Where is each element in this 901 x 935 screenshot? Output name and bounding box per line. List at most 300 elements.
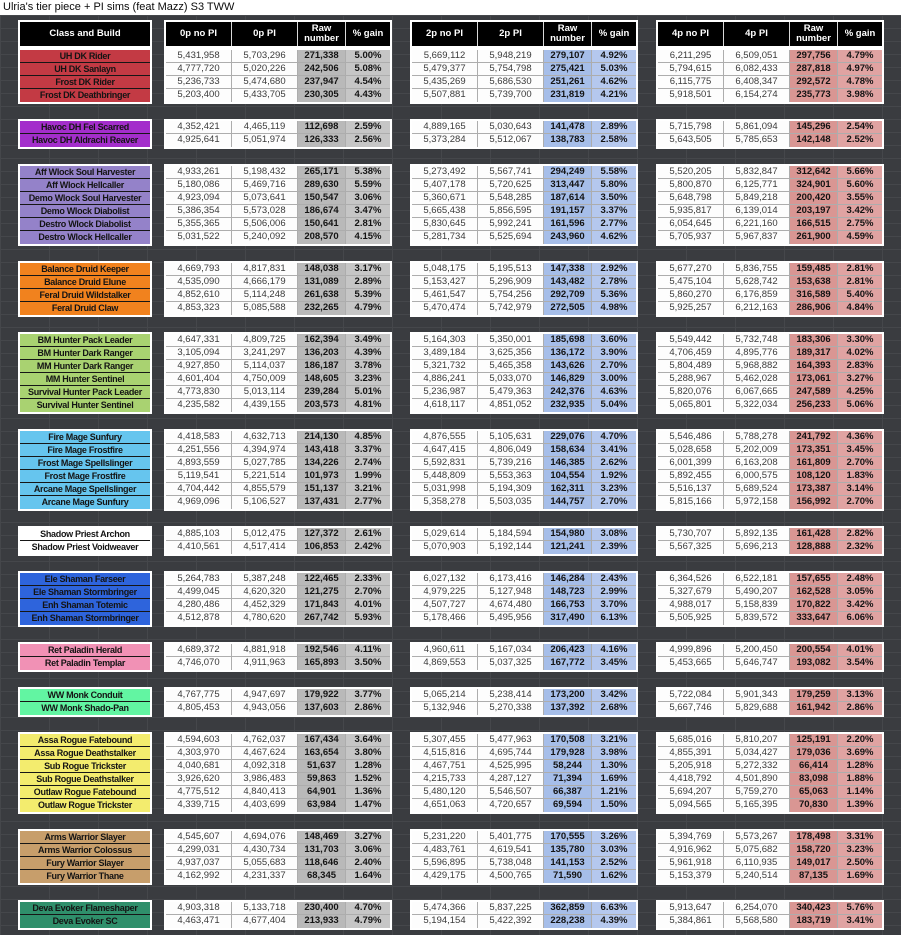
class-group-mage [18, 429, 901, 511]
gain-cell: 4.78% [838, 76, 882, 89]
gain-cell: 2.70% [838, 496, 882, 509]
gain-cell: 5.93% [346, 612, 390, 625]
gain-cell: 1.88% [838, 773, 882, 786]
value-cell: 4,467,624 [232, 747, 298, 760]
value-cell: 5,479,363 [478, 386, 544, 399]
data-block-0p [164, 526, 392, 556]
data-block-0p [164, 429, 392, 511]
value-cell: 5,240,514 [724, 870, 790, 883]
gain-cell: 3.23% [346, 373, 390, 386]
raw-number-cell: 158,720 [790, 844, 838, 857]
raw-number-cell: 161,596 [544, 218, 592, 231]
value-cell: 5,739,216 [478, 457, 544, 470]
gain-cell: 6.06% [838, 612, 882, 625]
value-cell: 5,856,595 [478, 205, 544, 218]
gain-cell: 5.08% [346, 63, 390, 76]
col-header-2p-no-pi: 2p no PI [412, 22, 478, 46]
value-cell: 5,153,427 [412, 276, 478, 289]
gain-cell: 4.62% [592, 231, 636, 244]
gain-cell: 4.21% [592, 89, 636, 102]
value-cell: 5,327,679 [658, 586, 724, 599]
value-cell: 4,666,179 [232, 276, 298, 289]
raw-number-cell: 51,637 [298, 760, 346, 773]
value-cell: 5,968,882 [724, 360, 790, 373]
raw-number-cell: 63,984 [298, 799, 346, 812]
gain-cell: 1.52% [346, 773, 390, 786]
data-block-0p [164, 732, 392, 814]
raw-number-cell: 173,200 [544, 689, 592, 702]
gain-cell: 2.81% [838, 276, 882, 289]
raw-number-cell: 200,420 [790, 192, 838, 205]
build-name-column [18, 829, 152, 885]
raw-number-cell: 232,935 [544, 399, 592, 412]
gain-cell: 2.70% [592, 496, 636, 509]
class-group-demon-hunter [18, 119, 901, 149]
value-cell: 6,522,181 [724, 573, 790, 586]
value-cell: 5,573,267 [724, 831, 790, 844]
data-block-4p [656, 687, 884, 717]
value-cell: 4,775,512 [166, 786, 232, 799]
value-cell: 4,287,127 [478, 773, 544, 786]
value-cell: 6,211,295 [658, 50, 724, 63]
value-cell: 5,373,284 [412, 134, 478, 147]
value-cell: 5,475,104 [658, 276, 724, 289]
gain-cell: 3.21% [592, 734, 636, 747]
build-name-column [18, 526, 152, 556]
raw-number-cell: 134,226 [298, 457, 346, 470]
raw-number-cell: 137,392 [544, 702, 592, 715]
gain-cell: 5.03% [592, 63, 636, 76]
value-cell: 5,422,392 [478, 915, 544, 928]
value-cell: 4,767,775 [166, 689, 232, 702]
raw-number-cell: 231,819 [544, 89, 592, 102]
gain-cell: 3.90% [592, 347, 636, 360]
build-name-cell: Feral Druid Wildstalker [20, 289, 150, 302]
value-cell: 3,625,356 [478, 347, 544, 360]
raw-number-cell: 147,338 [544, 263, 592, 276]
value-cell: 4,403,699 [232, 799, 298, 812]
raw-number-cell: 312,642 [790, 166, 838, 179]
data-block-0p [164, 261, 392, 317]
gain-cell: 5.01% [346, 386, 390, 399]
value-cell: 5,892,455 [658, 470, 724, 483]
data-block-4p [656, 642, 884, 672]
value-cell: 4,911,963 [232, 657, 298, 670]
class-group-paladin [18, 642, 901, 672]
value-cell: 5,512,067 [478, 134, 544, 147]
data-block-0p [164, 571, 392, 627]
raw-number-cell: 128,888 [790, 541, 838, 554]
value-cell: 4,517,414 [232, 541, 298, 554]
class-group-warrior [18, 829, 901, 885]
col-header-4p-pi: 4p PI [724, 22, 790, 46]
gain-cell: 3.23% [838, 844, 882, 857]
gain-cell: 3.60% [592, 334, 636, 347]
gain-cell: 2.48% [838, 573, 882, 586]
gain-cell: 2.62% [592, 457, 636, 470]
class-group-hunter [18, 332, 901, 414]
gain-cell: 2.92% [592, 263, 636, 276]
value-cell: 4,251,556 [166, 444, 232, 457]
value-cell: 4,925,641 [166, 134, 232, 147]
gain-cell: 4.92% [592, 50, 636, 63]
gain-cell: 4.84% [838, 302, 882, 315]
value-cell: 5,048,175 [412, 263, 478, 276]
value-cell: 5,272,332 [724, 760, 790, 773]
raw-number-cell: 161,428 [790, 528, 838, 541]
data-block-2p [410, 429, 638, 511]
value-cell: 5,240,092 [232, 231, 298, 244]
value-cell: 5,027,785 [232, 457, 298, 470]
value-cell: 4,669,793 [166, 263, 232, 276]
gain-cell: 5.66% [838, 166, 882, 179]
raw-number-cell: 179,928 [544, 747, 592, 760]
gain-cell: 2.74% [346, 457, 390, 470]
value-cell: 5,431,958 [166, 50, 232, 63]
value-cell: 4,969,096 [166, 496, 232, 509]
gain-cell: 2.39% [592, 541, 636, 554]
value-cell: 4,817,831 [232, 263, 298, 276]
build-name-cell: UH DK Sanlayn [20, 63, 150, 76]
raw-number-cell: 159,485 [790, 263, 838, 276]
value-cell: 5,236,733 [166, 76, 232, 89]
raw-number-cell: 243,960 [544, 231, 592, 244]
value-cell: 4,746,070 [166, 657, 232, 670]
class-group-druid [18, 261, 901, 317]
gain-cell: 5.59% [346, 179, 390, 192]
value-cell: 4,092,318 [232, 760, 298, 773]
value-cell: 6,408,347 [724, 76, 790, 89]
data-block-0p [164, 687, 392, 717]
value-cell: 5,360,671 [412, 192, 478, 205]
gain-cell: 1.47% [346, 799, 390, 812]
gain-cell: 5.40% [838, 289, 882, 302]
gain-cell: 1.28% [838, 760, 882, 773]
raw-number-cell: 101,973 [298, 470, 346, 483]
raw-number-cell: 173,061 [790, 373, 838, 386]
gain-cell: 3.50% [346, 657, 390, 670]
value-cell: 5,236,987 [412, 386, 478, 399]
raw-number-cell: 178,498 [790, 831, 838, 844]
gain-cell: 3.70% [592, 599, 636, 612]
gain-cell: 2.54% [838, 121, 882, 134]
gain-cell: 5.04% [592, 399, 636, 412]
raw-number-cell: 163,654 [298, 747, 346, 760]
build-name-cell: Outlaw Rogue Trickster [20, 799, 150, 812]
gain-cell: 4.79% [346, 302, 390, 315]
value-cell: 4,394,974 [232, 444, 298, 457]
raw-number-cell: 229,076 [544, 431, 592, 444]
raw-number-cell: 208,570 [298, 231, 346, 244]
value-cell: 5,321,732 [412, 360, 478, 373]
raw-number-cell: 256,233 [790, 399, 838, 412]
gain-cell: 3.47% [346, 205, 390, 218]
raw-number-cell: 154,980 [544, 528, 592, 541]
raw-number-cell: 292,709 [544, 289, 592, 302]
value-cell: 5,754,798 [478, 63, 544, 76]
value-cell: 5,832,847 [724, 166, 790, 179]
gain-cell: 3.41% [838, 915, 882, 928]
value-cell: 5,231,220 [412, 831, 478, 844]
gain-cell: 3.17% [346, 263, 390, 276]
value-cell: 5,837,225 [478, 902, 544, 915]
raw-number-cell: 153,638 [790, 276, 838, 289]
value-cell: 4,040,681 [166, 760, 232, 773]
value-cell: 4,855,579 [232, 483, 298, 496]
data-block-0p [164, 164, 392, 246]
value-cell: 4,937,037 [166, 857, 232, 870]
raw-number-cell: 247,589 [790, 386, 838, 399]
value-cell: 5,685,016 [658, 734, 724, 747]
data-block-4p [656, 829, 884, 885]
raw-number-cell: 131,703 [298, 844, 346, 857]
value-cell: 6,115,775 [658, 76, 724, 89]
value-cell: 4,674,480 [478, 599, 544, 612]
value-cell: 5,288,967 [658, 373, 724, 386]
gain-cell: 2.70% [592, 360, 636, 373]
value-cell: 5,180,086 [166, 179, 232, 192]
gain-cell: 4.15% [346, 231, 390, 244]
gain-cell: 4.59% [838, 231, 882, 244]
raw-number-cell: 186,674 [298, 205, 346, 218]
gain-cell: 4.25% [838, 386, 882, 399]
value-cell: 6,125,771 [724, 179, 790, 192]
gain-cell: 2.50% [838, 857, 882, 870]
gain-cell: 5.36% [592, 289, 636, 302]
data-block-0p [164, 900, 392, 930]
raw-number-cell: 122,465 [298, 573, 346, 586]
value-cell: 4,501,890 [724, 773, 790, 786]
gain-cell: 3.98% [592, 747, 636, 760]
value-cell: 5,495,956 [478, 612, 544, 625]
data-block-2p [410, 571, 638, 627]
value-cell: 4,651,063 [412, 799, 478, 812]
raw-number-cell: 108,120 [790, 470, 838, 483]
raw-number-cell: 186,187 [298, 360, 346, 373]
build-name-column [18, 261, 152, 317]
gain-cell: 3.23% [592, 483, 636, 496]
value-cell: 4,916,962 [658, 844, 724, 857]
data-block-0p [164, 119, 392, 149]
value-cell: 5,913,647 [658, 902, 724, 915]
sheet-title: Ulria's tier piece + PI sims (feat Mazz) S3 TWW [0, 0, 901, 15]
value-cell: 5,205,918 [658, 760, 724, 773]
value-cell: 5,394,769 [658, 831, 724, 844]
value-cell: 5,469,716 [232, 179, 298, 192]
value-cell: 5,119,541 [166, 470, 232, 483]
raw-number-cell: 162,311 [544, 483, 592, 496]
data-block-0p [164, 829, 392, 885]
value-cell: 5,158,839 [724, 599, 790, 612]
value-cell: 5,296,909 [478, 276, 544, 289]
value-cell: 6,000,575 [724, 470, 790, 483]
value-cell: 5,573,028 [232, 205, 298, 218]
raw-number-cell: 127,372 [298, 528, 346, 541]
value-cell: 5,470,474 [412, 302, 478, 315]
raw-number-cell: 241,792 [790, 431, 838, 444]
value-cell: 5,739,700 [478, 89, 544, 102]
raw-number-cell: 316,589 [790, 289, 838, 302]
raw-number-cell: 70,830 [790, 799, 838, 812]
raw-number-cell: 142,148 [790, 134, 838, 147]
raw-number-cell: 161,942 [790, 702, 838, 715]
value-cell: 5,830,645 [412, 218, 478, 231]
value-cell: 5,689,524 [724, 483, 790, 496]
value-cell: 5,643,505 [658, 134, 724, 147]
gain-cell: 2.52% [838, 134, 882, 147]
raw-number-cell: 203,197 [790, 205, 838, 218]
build-name-column [18, 687, 152, 717]
build-name-cell: BM Hunter Dark Ranger [20, 347, 150, 360]
data-block-2p [410, 119, 638, 149]
value-cell: 5,307,455 [412, 734, 478, 747]
value-cell: 4,923,094 [166, 192, 232, 205]
value-cell: 4,231,337 [232, 870, 298, 883]
raw-number-cell: 121,241 [544, 541, 592, 554]
gain-cell: 2.81% [838, 263, 882, 276]
value-cell: 5,355,365 [166, 218, 232, 231]
raw-number-cell: 261,638 [298, 289, 346, 302]
raw-number-cell: 151,137 [298, 483, 346, 496]
value-cell: 4,618,117 [412, 399, 478, 412]
build-name-cell: Frost Mage Frostfire [20, 470, 150, 483]
gain-cell: 3.42% [838, 599, 882, 612]
value-cell: 5,465,358 [478, 360, 544, 373]
col-header-4p-raw-number: Raw number [790, 22, 838, 46]
value-cell: 5,742,979 [478, 302, 544, 315]
raw-number-cell: 125,191 [790, 734, 838, 747]
build-name-column [18, 48, 152, 104]
value-cell: 4,299,031 [166, 844, 232, 857]
raw-number-cell: 141,478 [544, 121, 592, 134]
value-cell: 5,861,094 [724, 121, 790, 134]
value-cell: 5,028,658 [658, 444, 724, 457]
data-block-4p [656, 332, 884, 414]
value-cell: 5,031,522 [166, 231, 232, 244]
raw-number-cell: 161,809 [790, 457, 838, 470]
build-name-cell: Arms Warrior Colossus [20, 844, 150, 857]
value-cell: 5,967,837 [724, 231, 790, 244]
raw-number-cell: 171,843 [298, 599, 346, 612]
gain-cell: 3.13% [838, 689, 882, 702]
raw-number-cell: 170,508 [544, 734, 592, 747]
gain-cell: 4.70% [346, 902, 390, 915]
class-group-monk [18, 687, 901, 717]
value-cell: 5,167,034 [478, 644, 544, 657]
value-cell: 4,979,225 [412, 586, 478, 599]
value-cell: 5,503,035 [478, 496, 544, 509]
gain-cell: 3.45% [838, 444, 882, 457]
gain-cell: 2.52% [592, 857, 636, 870]
raw-number-cell: 183,306 [790, 334, 838, 347]
build-name-cell: Survival Hunter Sentinel [20, 399, 150, 412]
value-cell: 5,677,270 [658, 263, 724, 276]
value-cell: 4,235,582 [166, 399, 232, 412]
build-name-cell: Havoc DH Aldrachi Reaver [20, 134, 150, 147]
gain-cell: 2.86% [838, 702, 882, 715]
value-cell: 4,927,850 [166, 360, 232, 373]
data-block-0p [164, 332, 392, 414]
build-name-cell: UH DK Rider [20, 50, 150, 63]
gain-cell: 2.70% [838, 457, 882, 470]
value-cell: 5,548,285 [478, 192, 544, 205]
gain-cell: 3.64% [346, 734, 390, 747]
data-block-4p [656, 164, 884, 246]
value-cell: 4,947,697 [232, 689, 298, 702]
value-cell: 5,192,144 [478, 541, 544, 554]
raw-number-cell: 294,249 [544, 166, 592, 179]
build-name-cell: Deva Evoker Flameshaper [20, 902, 150, 915]
gain-cell: 3.06% [346, 844, 390, 857]
value-cell: 4,840,413 [232, 786, 298, 799]
build-name-cell: Aff Wlock Soul Harvester [20, 166, 150, 179]
build-name-cell: Ret Paladin Herald [20, 644, 150, 657]
gain-cell: 4.62% [592, 76, 636, 89]
gain-cell: 2.68% [592, 702, 636, 715]
value-cell: 5,034,427 [724, 747, 790, 760]
value-cell: 4,647,415 [412, 444, 478, 457]
raw-number-cell: 126,333 [298, 134, 346, 147]
gain-cell: 3.05% [838, 586, 882, 599]
raw-number-cell: 150,547 [298, 192, 346, 205]
value-cell: 5,480,120 [412, 786, 478, 799]
raw-number-cell: 68,345 [298, 870, 346, 883]
value-cell: 5,194,154 [412, 915, 478, 928]
gain-cell: 3.55% [838, 192, 882, 205]
value-cell: 5,132,946 [412, 702, 478, 715]
value-cell: 4,483,761 [412, 844, 478, 857]
raw-number-cell: 135,780 [544, 844, 592, 857]
value-cell: 4,500,765 [478, 870, 544, 883]
raw-number-cell: 317,490 [544, 612, 592, 625]
value-cell: 5,479,377 [412, 63, 478, 76]
raw-number-cell: 136,203 [298, 347, 346, 360]
spreadsheet [0, 15, 901, 935]
build-name-cell: BM Hunter Pack Leader [20, 334, 150, 347]
raw-number-cell: 267,742 [298, 612, 346, 625]
gain-cell: 2.40% [346, 857, 390, 870]
class-group-rogue [18, 732, 901, 814]
value-cell: 5,033,070 [478, 373, 544, 386]
gain-cell: 1.69% [838, 870, 882, 883]
value-cell: 5,992,241 [478, 218, 544, 231]
value-cell: 4,352,421 [166, 121, 232, 134]
header-block-2p [410, 20, 638, 48]
gain-cell: 3.98% [838, 89, 882, 102]
value-cell: 5,901,343 [724, 689, 790, 702]
build-name-cell: Balance Druid Keeper [20, 263, 150, 276]
raw-number-cell: 242,506 [298, 63, 346, 76]
raw-number-cell: 143,626 [544, 360, 592, 373]
value-cell: 6,364,526 [658, 573, 724, 586]
value-cell: 6,139,014 [724, 205, 790, 218]
raw-number-cell: 286,906 [790, 302, 838, 315]
data-block-2p [410, 164, 638, 246]
build-name-cell: Assa Rogue Fatebound [20, 734, 150, 747]
gain-cell: 3.08% [592, 528, 636, 541]
raw-number-cell: 138,783 [544, 134, 592, 147]
value-cell: 5,810,207 [724, 734, 790, 747]
build-name-cell: Frost DK Rider [20, 76, 150, 89]
gain-cell: 1.99% [346, 470, 390, 483]
value-cell: 5,788,278 [724, 431, 790, 444]
value-cell: 6,082,433 [724, 63, 790, 76]
data-block-0p [164, 48, 392, 104]
raw-number-cell: 166,753 [544, 599, 592, 612]
value-cell: 5,238,414 [478, 689, 544, 702]
value-cell: 5,198,432 [232, 166, 298, 179]
value-cell: 4,988,017 [658, 599, 724, 612]
